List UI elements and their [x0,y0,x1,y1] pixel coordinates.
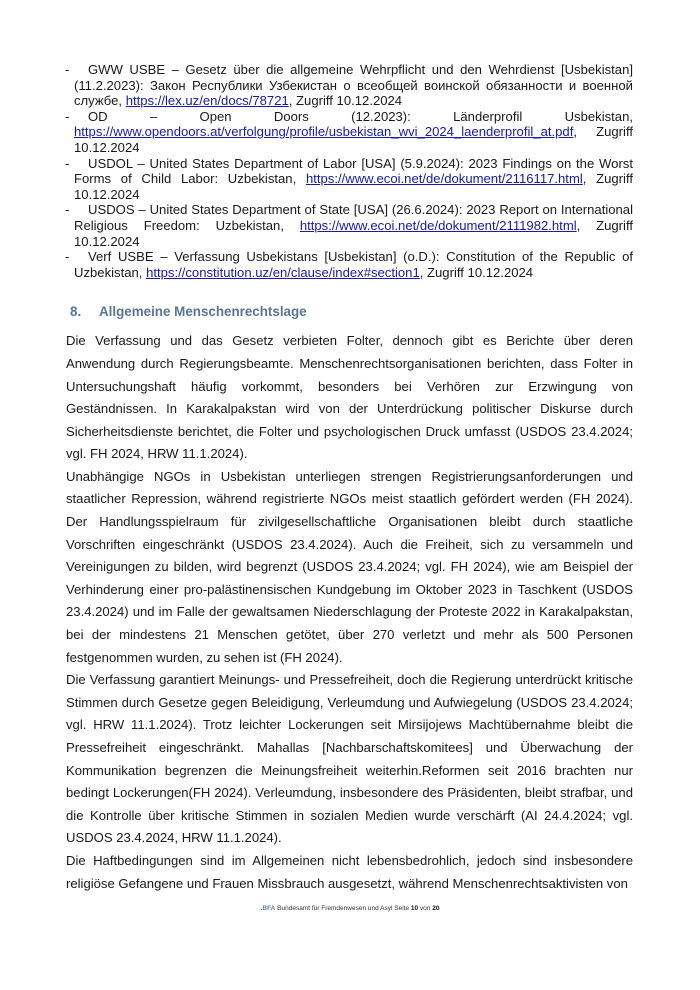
section-heading [66,303,633,321]
reference-item [66,202,633,249]
bullet-dash: - [65,155,70,171]
section-body [66,330,633,895]
section-title: Allgemeine Menschenrechtslage [99,304,307,320]
reference-access-date: , Zugriff 10.12.2024 [74,171,633,202]
document-page [66,62,633,895]
section-number: 8. [70,304,82,320]
reference-link[interactable]: https://www.ecoi.net/de/dokument/2116117.html [305,171,583,187]
bullet-dash: - [65,249,70,265]
reference-access-date: , Zugriff 10.12.2024 [74,217,633,249]
reference-link[interactable]: https://constitution.uz/en/clause/index#section1 [146,264,420,280]
page-footer [0,905,700,912]
footer-org: Bundesamt für Fremdenwesen und Asyl Seite [275,905,411,912]
reference-item [66,62,633,109]
bullet-dash: - [65,202,70,218]
bullet-dash: - [65,62,70,77]
reference-item [66,156,633,203]
reference-list [66,62,633,280]
reference-access-date: , Zugriff 10.12.2024 [288,93,403,109]
footer-of: von [418,905,433,912]
reference-text: GWW USBE – Gesetz über die allgemeine Wehrpflicht und den Wehrdienst [Usbekistan] (11.2.2023): Закон Республики Узбекистан о всеобщей воинской обязанности и военной службе, [74,62,633,109]
paragraph-ngos-assembly: Unabhängige NGOs in Usbekistan unterliegen strengen Registrierungsanforderungen und staatlicher Repression, während registrierte NGOs meist staatlich gefördert werden (FH 2024). Der Handlungsspielraum für zivilgesellschaftliche Organisationen bleibt durch staatliche Vorschriften eingeschränkt (USDOS 23.4.2024). Auch die Freiheit, sich zu versammeln und Vereinigungen zu bilden, wird begrenzt (USDOS 23.4.2024; vgl. FH 2024), wie am Beispiel der Verhinderung einer pro-palästinensischen Kundgebung im Oktober 2023 in Taschkent (USDOS 23.4.2024) und im Falle der gewaltsamen Niederschlagung der Proteste 2022 in Karakalpakstan, bei der mindestens 21 Menschen getötet, über 270 verletzt und mehr als 500 Personen festgenommen wurden, zu sehen ist (FH 2024). [66,468,633,665]
reference-link[interactable]: https://www.ecoi.net/de/dokument/2111982.html [299,217,577,233]
paragraph-detention-conditions: Die Haftbedingungen sind im Allgemeinen nicht lebensbedrohlich, jedoch sind insbesondere religiöse Gefangene und Frauen Missbrauch ausgesetzt, während Menschenrechtsaktivisten von [66,852,633,891]
footer-total-pages: 20 [432,905,440,912]
bfa-logo: .BFA [260,905,276,912]
bullet-dash: - [65,108,70,124]
reference-access-date: , Zugriff 10.12.2024 [419,264,534,280]
paragraph-press-freedom: Die Verfassung garantiert Meinungs- und Pressefreiheit, doch die Regierung unterdrückt kritische Stimmen durch Gesetze gegen Beleidigung, Verleumdung und Aufwiegelung (USDOS 23.4.2024; vgl. HRW 11.1.2024). Trotz leichter Lockerungen seit Mirsijojews Machtübernahme bleibt die Pressefreiheit eingeschränkt. Mahallas [Nachbarschaftskomitees] und Überwachung der Kommunikation begrenzen die Meinungsfreiheit weiterhin.Reformen seit 2016 brachten nur bedingt Lockerungen(FH 2024). Verleumdung, insbesondere des Präsidenten, bleibt strafbar, und die Kontrolle über kritische Stimmen in sozialen Medien wurde verschärft (AI 24.4.2024; vgl. USDOS 23.4.2024, HRW 11.1.2024). [66,672,633,846]
reference-text: Verf USBE – Verfassung Usbekistans [Usbekistan] (o.D.): Constitution of the Republic of Uzbekistan, [74,249,633,280]
reference-text: USDOL – United States Department of Labor [USA] (5.9.2024): 2023 Findings on the Worst Forms of Child Labor: Uzbekistan, [74,155,633,187]
paragraph-torture: Die Verfassung und das Gesetz verbieten Folter, dennoch gibt es Berichte über deren Anwendung durch Regierungsbeamte. Menschenrechtsorganisationen berichten, dass Folter in Untersuchungshaft häufig vorkommt, besonders bei Verhören zur Erzwingung von Geständnissen. In Karakalpakstan wird von der Unterdrückung politischer Diskurse durch Sicherheitsdienste berichtet, die Folter und psychologischen Druck umfasst (USDOS 23.4.2024; vgl. FH 2024, HRW 11.1.2024). [66,333,633,462]
reference-link[interactable]: https://www.opendoors.at/verfolgung/profile/usbekistan_wvi_2024_laenderprofil_at.pdf [74,124,574,140]
reference-item [66,249,633,280]
reference-text: USDOS – United States Department of State [USA] (26.6.2024): 2023 Report on International Religious Freedom: Uzbekistan, [74,202,633,233]
footer-page-number: 10 [410,905,419,912]
reference-item [66,109,633,156]
reference-access-date: , Zugriff 10.12.2024 [74,124,633,155]
reference-text: OD – Open Doors (12.2023): Länderprofil Usbekistan, [88,108,633,124]
reference-link[interactable]: https://lex.uz/en/docs/78721 [125,93,289,109]
